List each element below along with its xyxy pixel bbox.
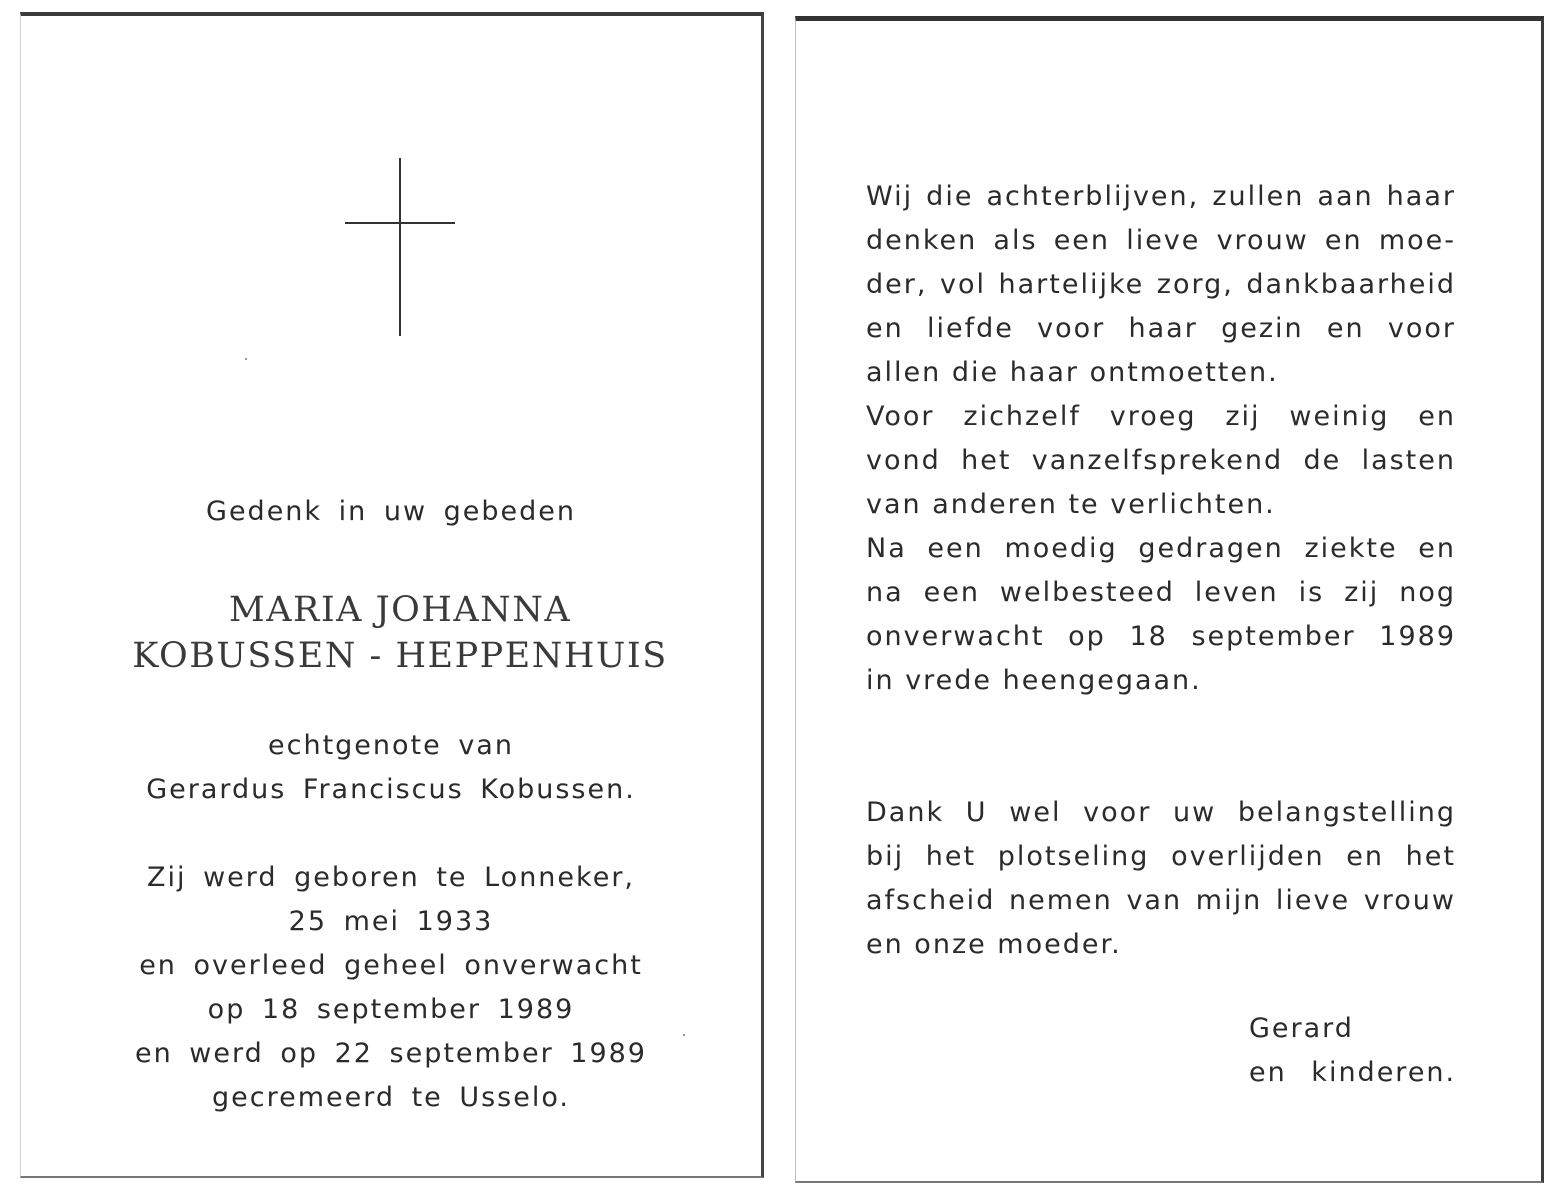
biography-line: 25 mei 1933: [288, 906, 494, 937]
text-line: Dank U wel voor uw belangstelling: [866, 797, 1456, 828]
text-line: der, vol hartelijke zorg, dankbaarheid: [866, 269, 1456, 300]
paper-speck: [683, 1034, 685, 1036]
text-line: Na een moedig gedragen ziekte en: [866, 533, 1456, 564]
biography-line: op 18 september 1989: [207, 994, 575, 1025]
text-line: en liefde voor haar gezin en voor: [866, 313, 1456, 344]
text-line: bij het plotseling overlijden en het: [866, 841, 1456, 872]
biography-line: gecremeerd te Usselo.: [211, 1082, 570, 1113]
text-line: denken als een lieve vrouw en moe-: [866, 225, 1456, 256]
text-line: vond het vanzelfsprekend de lasten: [866, 445, 1456, 476]
text-line: allen die haar ontmoetten.: [866, 357, 1279, 388]
text-line: onverwacht op 18 september 1989: [866, 621, 1456, 652]
signature-family: en kinderen.: [1249, 1057, 1457, 1088]
text-line: en onze moeder.: [866, 929, 1122, 960]
memorial-card-front: [20, 12, 764, 1178]
paper-speck: [245, 358, 247, 360]
biography-line: en werd op 22 september 1989: [135, 1038, 647, 1069]
cross-icon: [345, 158, 455, 336]
deceased-name-line2: KOBUSSEN - HEPPENHUIS: [132, 636, 668, 676]
spouse-name: Gerardus Franciscus Kobussen.: [146, 774, 636, 805]
spouse-label: echtgenote van: [268, 730, 514, 761]
biography-line: Zij werd geboren te Lonneker,: [146, 862, 635, 893]
biography-line: en overleed geheel onverwacht: [139, 950, 643, 981]
memorial-card-back: [795, 16, 1544, 1183]
deceased-name-line1: MARIA JOHANNA: [228, 590, 572, 630]
text-line: van anderen te verlichten.: [866, 489, 1276, 520]
text-line: Wij die achterblijven, zullen aan haar: [866, 181, 1456, 212]
text-line: in vrede heengegaan.: [866, 665, 1202, 696]
text-line: afscheid nemen van mijn lieve vrouw: [866, 885, 1456, 916]
text-line: Voor zichzelf vroeg zij weinig en: [866, 401, 1456, 432]
signature-name: Gerard: [1249, 1013, 1354, 1044]
text-line: na een welbesteed leven is zij nog: [866, 577, 1456, 608]
intro-text: Gedenk in uw gebeden: [206, 496, 576, 527]
